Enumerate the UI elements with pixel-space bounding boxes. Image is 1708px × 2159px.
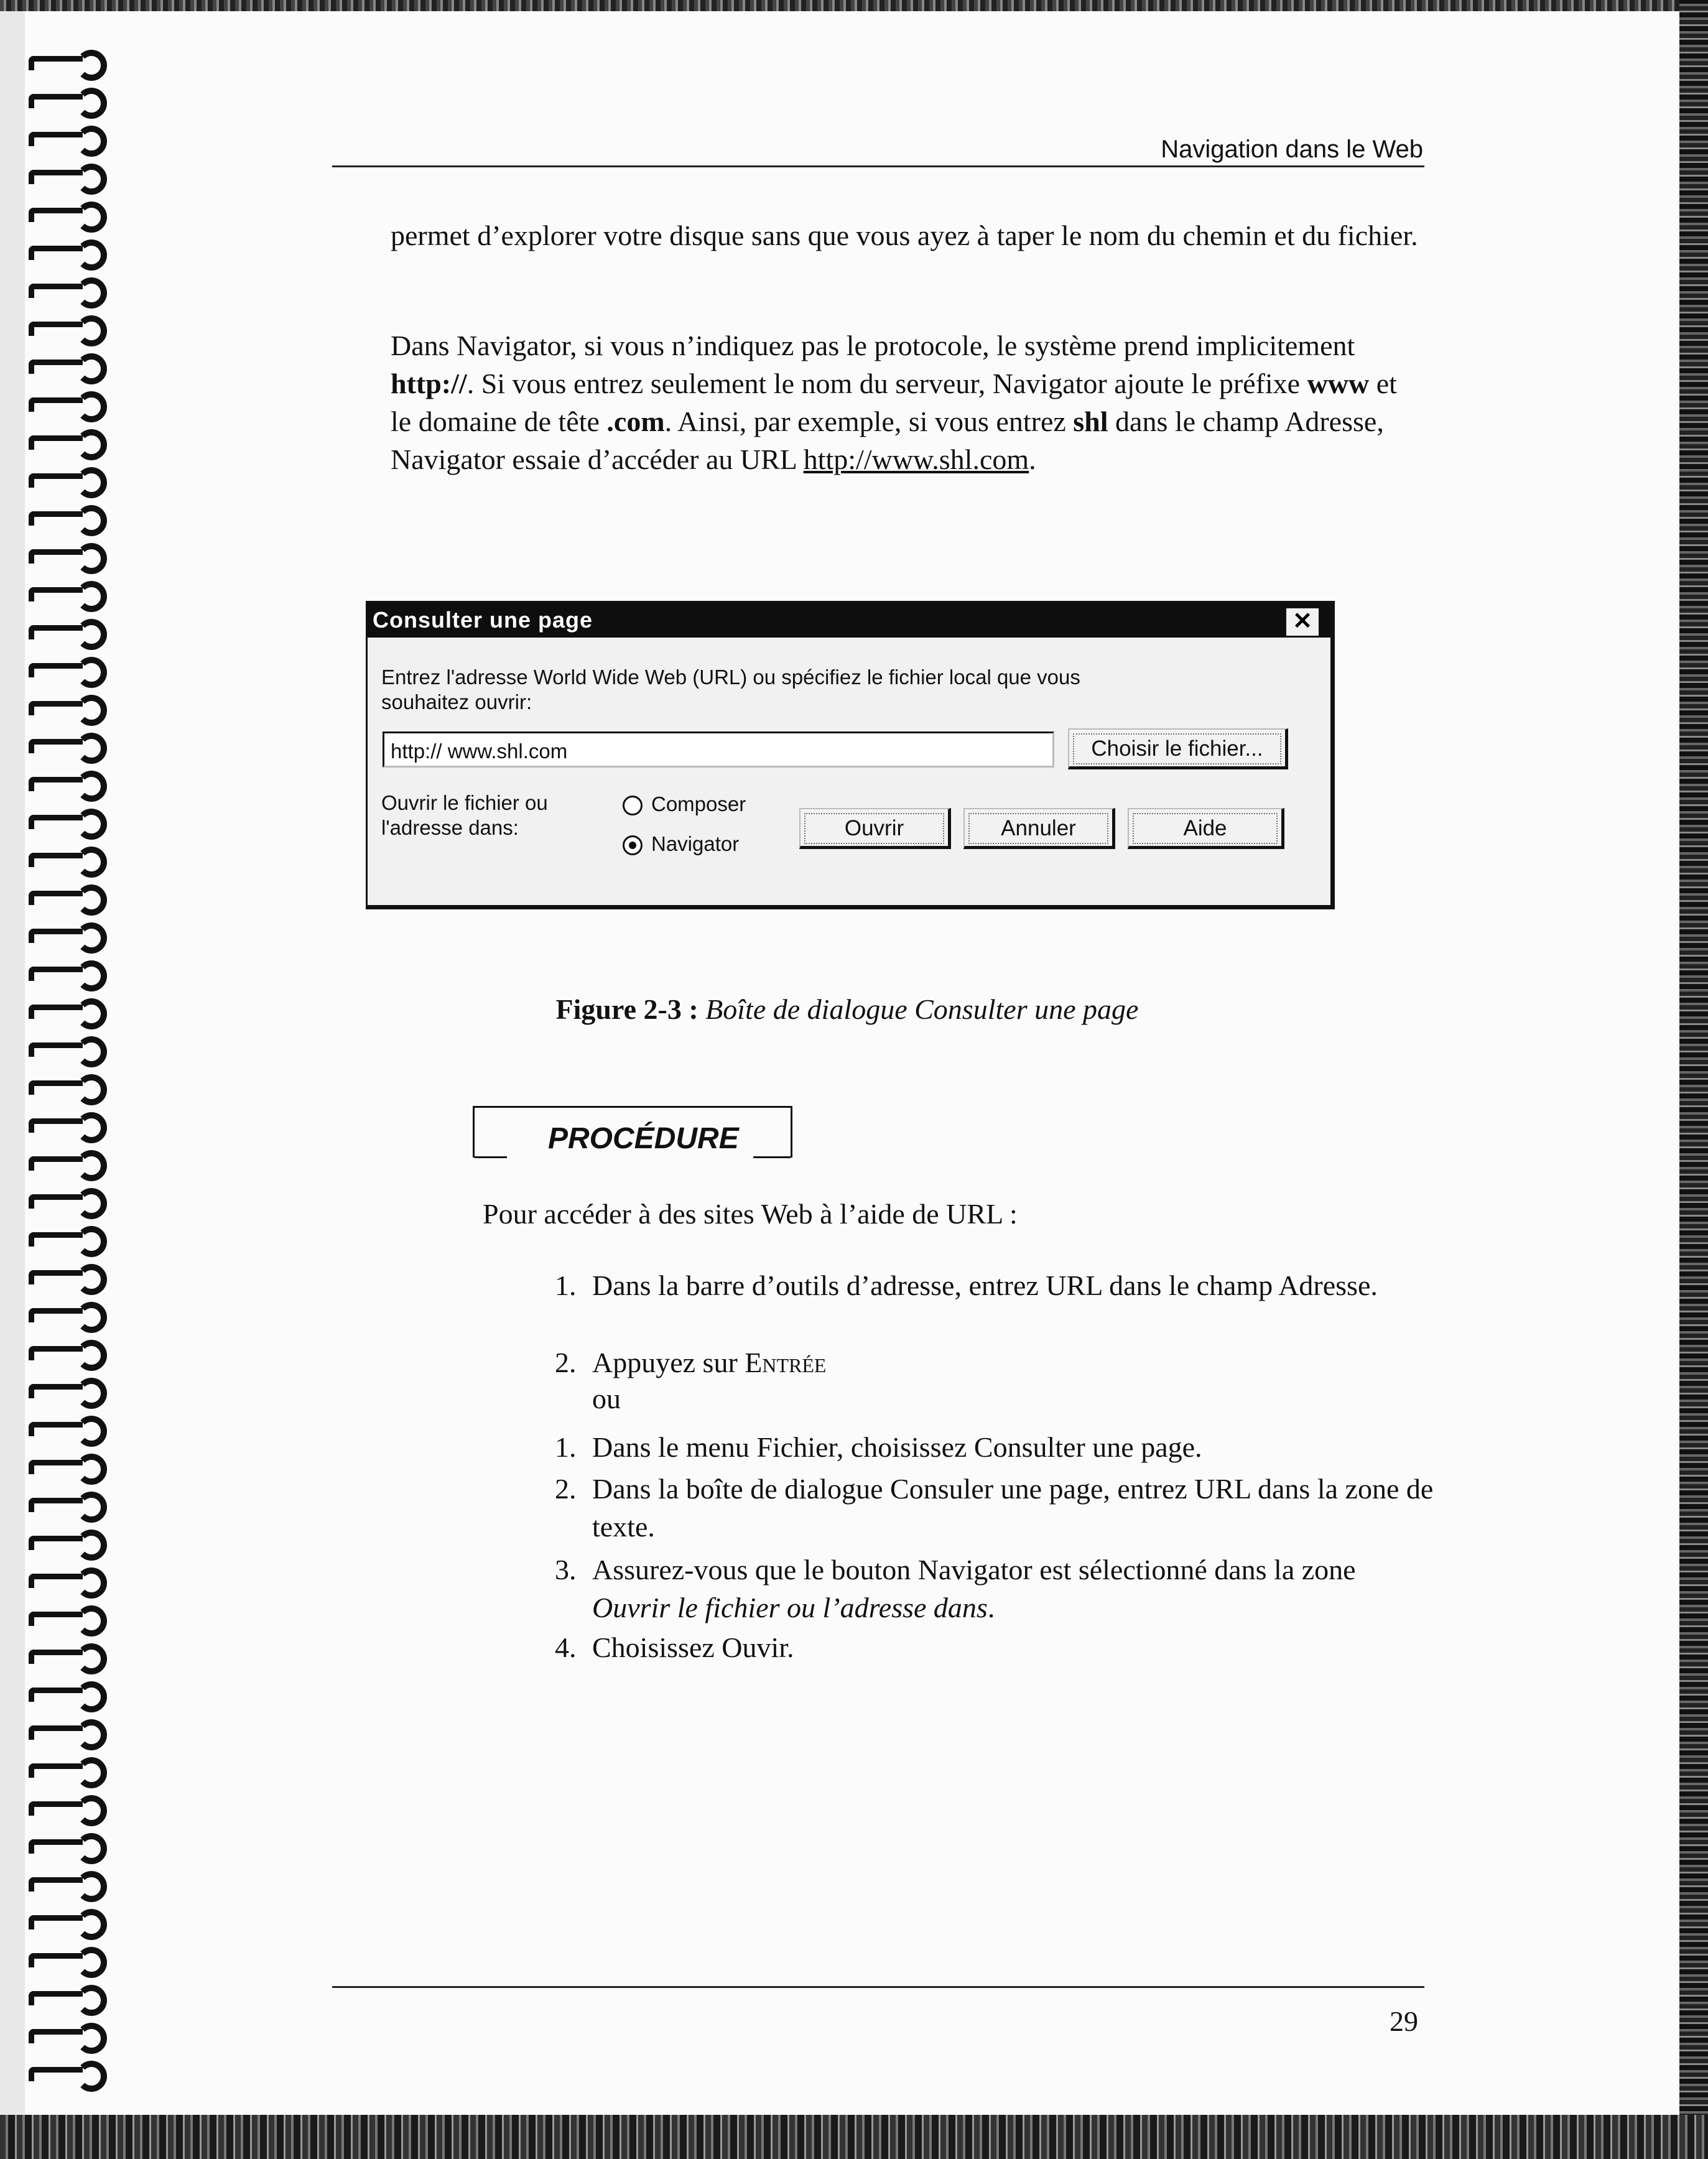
coil-hook (76, 1757, 107, 1788)
step-number: 1. (555, 1270, 577, 1301)
radio-composer[interactable] (623, 796, 643, 815)
open-button[interactable] (799, 808, 951, 849)
paragraph-2 (391, 327, 1423, 478)
coil-hook (76, 1226, 107, 1257)
coil-hook (76, 1567, 107, 1599)
coil-wire (29, 1232, 83, 1247)
coil-hook (76, 2061, 107, 2092)
spiral-coil (29, 1149, 103, 1176)
spiral-coil (29, 1263, 103, 1290)
coil-hook (76, 429, 107, 460)
coil-hook (76, 1188, 107, 1219)
spiral-coil (29, 466, 103, 493)
coil-wire (29, 853, 83, 867)
book-page (25, 11, 1679, 2115)
spiral-coil (29, 542, 103, 569)
coil-wire (29, 435, 83, 450)
close-icon: ✕ (1293, 608, 1312, 634)
scan-border-top (0, 0, 1708, 11)
p2-text: . Ainsi, par exemple, si vous entrez (664, 406, 1074, 437)
coil-wire (29, 663, 83, 677)
coil-hook (76, 1530, 107, 1561)
spiral-coil (29, 1680, 103, 1707)
spiral-coil (29, 1452, 103, 1480)
coil-hook (76, 88, 107, 119)
coil-wire (29, 1118, 83, 1133)
coil-hook (76, 239, 107, 271)
spiral-coil (29, 1870, 103, 1897)
coil-wire (29, 132, 83, 146)
spiral-coil (29, 618, 103, 645)
spiral-coil (29, 1756, 103, 1783)
coil-hook (76, 1416, 107, 1447)
coil-hook (76, 960, 107, 991)
coil-hook (76, 505, 107, 536)
spiral-coil (29, 1377, 103, 1404)
coil-wire (29, 1688, 83, 1702)
coil-hook (76, 1985, 107, 2016)
step-emphasis: Ouvrir le fichier ou l’adresse dans (592, 1592, 988, 1623)
coil-hook (76, 1795, 107, 1826)
coil-hook (76, 657, 107, 688)
coil-wire (29, 1346, 83, 1360)
spiral-binding (25, 49, 118, 2126)
spiral-coil (29, 1604, 103, 1632)
spiral-coil (29, 807, 103, 835)
p2-text: . (1029, 443, 1036, 475)
coil-wire (29, 1725, 83, 1740)
coil-wire (29, 360, 83, 374)
spiral-coil (29, 1566, 103, 1594)
step-text-part: Assurez-vous que le bouton Navigator est sélectionné dans la zone (592, 1554, 1356, 1586)
coil-wire (29, 1991, 83, 2005)
step-text-part: . (987, 1592, 995, 1623)
coil-wire (29, 701, 83, 715)
spiral-coil (29, 694, 103, 721)
spiral-coil (29, 845, 103, 873)
coil-wire (29, 967, 83, 981)
consulter-page-dialog (366, 601, 1335, 909)
coil-wire (29, 549, 83, 564)
coil-hook (76, 695, 107, 726)
spiral-coil (29, 1984, 103, 2011)
dialog-titlebar (368, 603, 1330, 638)
coil-hook (76, 771, 107, 802)
coil-wire (29, 1650, 83, 1664)
help-label: Aide (1133, 813, 1278, 844)
spiral-coil (29, 1111, 103, 1138)
url-link[interactable]: http://www.shl.com (803, 443, 1029, 475)
spiral-coil (29, 997, 103, 1024)
step-text-part: Appuyez sur (592, 1347, 745, 1378)
spiral-coil (29, 1528, 103, 1556)
caption-label: Figure 2-3 : (555, 993, 699, 1025)
coil-wire (29, 1801, 83, 1816)
coil-hook (76, 1909, 107, 1940)
coil-hook (76, 733, 107, 764)
coil-hook (76, 1036, 107, 1067)
coil-hook (76, 847, 107, 878)
coil-hook (76, 202, 107, 233)
coil-hook (76, 1264, 107, 1295)
step-text: Choisissez Ouvir. (592, 1632, 794, 1663)
spiral-coil (29, 580, 103, 607)
spiral-coil (29, 1035, 103, 1062)
spiral-coil (29, 352, 103, 379)
coil-wire (29, 1384, 83, 1398)
coil-wire (29, 322, 83, 336)
running-header: Navigation dans le Web (1161, 136, 1423, 163)
spiral-coil (29, 390, 103, 417)
coil-hook (76, 50, 107, 81)
coil-wire (29, 815, 83, 829)
coil-wire (29, 739, 83, 753)
coil-hook (76, 1074, 107, 1105)
step-text (592, 1551, 1401, 1627)
radio-selected-dot (629, 842, 636, 849)
step-number: 2. (555, 1347, 577, 1378)
spiral-coil (29, 2022, 103, 2049)
spiral-coil (29, 504, 103, 531)
step-number: 1. (555, 1431, 577, 1463)
spiral-coil (29, 1946, 103, 1973)
coil-wire (29, 1194, 83, 1209)
step-text: Dans la barre d’outils d’adresse, entrez URL dans le champ Adresse. (592, 1270, 1378, 1301)
coil-wire (29, 1308, 83, 1322)
p2-text: . Si vous entrez seulement le nom du serveur, Navigator ajoute le préfixe (466, 368, 1307, 399)
coil-wire (29, 473, 83, 488)
coil-wire (29, 891, 83, 905)
coil-hook (76, 1605, 107, 1637)
coil-wire (29, 1574, 83, 1588)
procedure-intro: Pour accéder à des sites Web à l’aide de URL : (483, 1198, 1018, 1230)
coil-wire (29, 1612, 83, 1626)
help-button[interactable] (1128, 808, 1284, 849)
radio-navigator-label: Navigator (651, 832, 740, 855)
spiral-coil (29, 1832, 103, 1859)
spiral-coil (29, 1301, 103, 1328)
coil-wire (29, 625, 83, 639)
coil-hook (76, 1454, 107, 1485)
coil-hook (76, 1643, 107, 1674)
coil-wire (29, 1080, 83, 1095)
spiral-coil (29, 1339, 103, 1366)
coil-wire (29, 1536, 83, 1550)
choose-file-label: Choisir le fichier... (1073, 733, 1281, 764)
spiral-coil (29, 1794, 103, 1821)
coil-hook (76, 315, 107, 346)
coil-hook (76, 884, 107, 916)
spiral-coil (29, 1073, 103, 1100)
coil-wire (29, 397, 83, 412)
coil-hook (76, 1492, 107, 1523)
coil-wire (29, 2029, 83, 2043)
procedure-box (473, 1106, 792, 1158)
scan-border-bottom (0, 2115, 1708, 2159)
step-number: 2. (555, 1473, 577, 1505)
radio-composer-label: Composer (651, 792, 746, 815)
dialog-title: Consulter une page (373, 607, 593, 633)
spiral-coil (29, 124, 103, 152)
spiral-coil (29, 1718, 103, 1745)
spiral-coil (29, 200, 103, 228)
figure-caption (366, 993, 1329, 1026)
coil-wire (29, 1156, 83, 1171)
coil-wire (29, 511, 83, 526)
spiral-coil (29, 276, 103, 304)
coil-hook (76, 1719, 107, 1750)
spiral-coil (29, 162, 103, 190)
spiral-coil (29, 1490, 103, 1518)
p2-text: dans le champ Adresse, Navigator essaie d’accéder au URL (391, 406, 1384, 475)
header-rule (332, 165, 1424, 167)
spiral-coil (29, 238, 103, 266)
dialog-instruction: Entrez l'adresse World Wide Web (URL) ou spécifiez le fichier local que vous souhaitez ouvrir: (381, 666, 1080, 713)
coil-wire (29, 1042, 83, 1057)
p2-bold-com: .com (606, 406, 665, 437)
coil-wire (29, 1877, 83, 1892)
coil-hook (76, 1681, 107, 1712)
step-number: 4. (555, 1632, 577, 1663)
spiral-coil (29, 883, 103, 911)
spiral-coil (29, 1414, 103, 1442)
coil-wire (29, 1915, 83, 1929)
coil-wire (29, 929, 83, 943)
coil-hook (76, 998, 107, 1029)
p2-bold-protocol: http:// (391, 368, 467, 399)
choose-file-button[interactable] (1068, 728, 1288, 769)
coil-wire (29, 1270, 83, 1284)
coil-wire (29, 1422, 83, 1436)
procedure-rule (475, 1156, 507, 1158)
coil-hook (76, 922, 107, 954)
coil-hook (76, 391, 107, 422)
step-text: Dans le menu Fichier, choisissez Consulter une page. (592, 1431, 1202, 1463)
spiral-coil (29, 49, 103, 76)
coil-hook (76, 581, 107, 612)
spiral-coil (29, 959, 103, 987)
coil-wire (29, 284, 83, 298)
open-label: Ouvrir (804, 813, 944, 844)
footer-rule (332, 1986, 1424, 1988)
paragraph-1: permet d’explorer votre disque sans que vous ayez à taper le nom du chemin et du fichier. (391, 220, 1418, 251)
coil-hook (76, 1871, 107, 1902)
spiral-coil (29, 1225, 103, 1252)
coil-wire (29, 2067, 83, 2081)
spiral-coil (29, 921, 103, 949)
key-name: Entrée (745, 1347, 827, 1378)
spiral-coil (29, 428, 103, 455)
coil-hook (76, 619, 107, 650)
spiral-coil (29, 86, 103, 114)
coil-wire (29, 1839, 83, 1854)
coil-wire (29, 1498, 83, 1512)
p2-bold-www: www (1307, 368, 1370, 399)
spiral-coil (29, 769, 103, 797)
coil-hook (76, 809, 107, 840)
spiral-coil (29, 2059, 103, 2087)
spiral-coil (29, 1642, 103, 1669)
coil-wire (29, 1763, 83, 1778)
spiral-coil (29, 1187, 103, 1214)
p2-bold-shl: shl (1073, 406, 1108, 437)
procedure-title: PROCÉDURE (542, 1121, 745, 1156)
coil-wire (29, 56, 83, 70)
coil-hook (76, 1378, 107, 1409)
coil-wire (29, 1953, 83, 1967)
procedure-rule (753, 1156, 791, 1158)
coil-hook (76, 1340, 107, 1371)
coil-wire (29, 170, 83, 184)
page-number: 29 (1390, 2005, 1418, 2037)
or-text: ou (592, 1383, 621, 1414)
spiral-coil (29, 731, 103, 759)
coil-wire (29, 777, 83, 791)
coil-hook (76, 126, 107, 157)
p2-text: Dans Navigator, si vous n’indiquez pas le protocole, le système prend implicitement (391, 330, 1355, 361)
coil-hook (76, 467, 107, 498)
coil-hook (76, 543, 107, 574)
coil-hook (76, 2023, 107, 2054)
p2-text: et le domaine de tête (391, 368, 1397, 437)
scan-border-right (1679, 0, 1708, 2159)
step-number: 3. (555, 1554, 577, 1586)
coil-hook (76, 1947, 107, 1978)
coil-hook (76, 1302, 107, 1333)
spiral-coil (29, 1908, 103, 1935)
coil-hook (76, 1833, 107, 1864)
coil-hook (76, 353, 107, 384)
radio-navigator[interactable] (623, 835, 643, 855)
coil-hook (76, 277, 107, 309)
coil-hook (76, 1150, 107, 1181)
coil-wire (29, 1460, 83, 1474)
coil-wire (29, 208, 83, 222)
spiral-coil (29, 314, 103, 341)
coil-wire (29, 1005, 83, 1019)
step-text: Dans la boîte de dialogue Consuler une page, entrez URL dans la zone de texte. (592, 1473, 1434, 1543)
open-in-label: Ouvrir le fichier ou l'adresse dans: (381, 791, 548, 839)
spiral-coil (29, 656, 103, 683)
coil-hook (76, 164, 107, 195)
cancel-label: Annuler (968, 813, 1108, 844)
caption-text: Boîte de dialogue Consulter une page (698, 993, 1139, 1025)
coil-wire (29, 94, 83, 108)
cancel-button[interactable] (963, 808, 1115, 849)
url-input[interactable]: http:// www.shl.com (383, 731, 1054, 768)
step-text (592, 1344, 1438, 1381)
coil-wire (29, 246, 83, 260)
coil-wire (29, 587, 83, 601)
close-button[interactable] (1284, 606, 1320, 638)
coil-hook (76, 1112, 107, 1143)
